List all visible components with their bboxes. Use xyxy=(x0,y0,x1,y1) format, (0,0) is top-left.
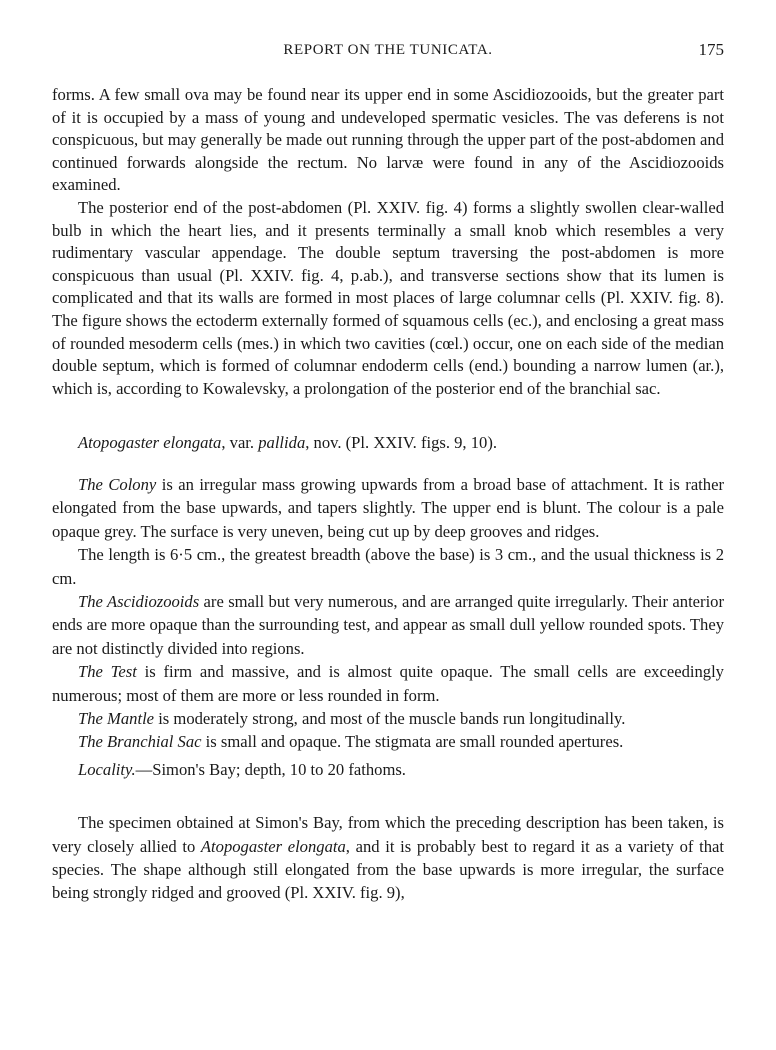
test-label: The Test xyxy=(78,662,137,682)
paragraph-mantle xyxy=(52,707,724,730)
mantle-label: The Mantle xyxy=(78,708,155,728)
variety-name: pallida xyxy=(258,433,306,453)
paragraph-reproductive-organs: forms. A few small ova may be found near its upper end in some Ascidiozooids, but the greater part of it is occupied by a mass of young and undeveloped spermatic vesicles. The vas deferens is not conspicuous, but may generally be made out running through the upper part of the post-abdomen and continued forwards alongside the rectum. No larvæ were found in any of the Ascidiozooids examined. xyxy=(52,85,724,195)
paragraph-dimensions: The length is 6·5 cm., the greatest breadth (above the base) is 3 cm., and the usual thickness is 2 cm. xyxy=(52,545,724,588)
document-page xyxy=(52,38,724,905)
paragraph-test xyxy=(52,660,724,707)
ascidiozooids-text: are small but very numerous, and are arranged quite irregularly. Their anterior ends are more opaque than the surrounding test, and appear as small dull yellow rounded spots. They are not distinctly divided into regions. xyxy=(52,591,725,658)
paragraph-branchial-sac xyxy=(52,730,724,753)
branchial-text: is small and opaque. The stigmata are small rounded apertures. xyxy=(201,732,624,752)
mantle-text: is moderately strong, and most of the muscle bands run longitudinally. xyxy=(154,708,626,728)
paragraph-ascidiozooids xyxy=(52,590,724,660)
species-name: Atopogaster elongata xyxy=(78,433,222,453)
branchial-label: The Branchial Sac xyxy=(78,732,202,752)
closing-part1: The specimen obtained at Simon's Bay, from which the preceding description has been taken, is very closely allied to xyxy=(52,813,724,856)
running-header xyxy=(52,38,724,64)
species-heading-rest: , nov. (Pl. XXIV. figs. 9, 10). xyxy=(305,433,498,453)
species-description xyxy=(52,473,724,781)
running-title: REPORT ON THE TUNICATA. xyxy=(283,42,493,58)
paragraph-colony xyxy=(52,473,724,543)
locality-text: —Simon's Bay; depth, 10 to 20 fathoms. xyxy=(135,759,406,779)
ascidiozooids-label: The Ascidiozooids xyxy=(78,591,200,611)
page-number: 175 xyxy=(698,40,724,59)
species-heading-mid: , var. xyxy=(221,433,259,453)
colony-text: is an irregular mass growing upwards from a broad base of attachment. It is rather elongated from the base upwards, and tapers slightly. The upper end is blunt. The colour is a pale opaque grey. The surface is very uneven, being cut up by deep grooves and ridges. xyxy=(52,474,724,541)
paragraph-post-abdomen: The posterior end of the post-abdomen (Pl. XXIV. fig. 4) forms a slightly swollen clear-walled bulb in which the heart lies, and it presents terminally a small knob which resembles a very rudimentary vascular appendage. The double septum traversing the post-abdomen is more conspicuous than usual (Pl. XXIV. fig. 4, p.ab.), and transverse sections show that its lumen is complicated and that its walls are formed in most places of large columnar cells (Pl. XXIV. fig. 8). The figure shows the ectoderm externally formed of squamous cells (ec.), and enclosing a great mass of rounded mesoderm cells (mes.) in which two cavities (cœl.) occur, one on each side of the median double septum, which is formed of columnar endoderm cells (end.) bounding a narrow lumen (ar.), which is, according to Kowalevsky, a prolongation of the posterior end of the branchial sac. xyxy=(52,197,724,398)
paragraph-closing xyxy=(52,811,724,905)
closing-species: Atopogaster elongata xyxy=(200,836,346,856)
colony-label: The Colony xyxy=(78,474,157,494)
closing-part2: , and it is probably best to regard it as a variety of that species. The shape although still elongated from the base upwards is more irregular, the surface being strongly ridged and grooved (Pl. XXIV. fig. 9), xyxy=(52,836,724,903)
locality-label: Locality. xyxy=(78,759,136,779)
species-heading xyxy=(52,432,724,455)
top-section xyxy=(52,84,724,400)
closing-section xyxy=(52,811,724,905)
test-text: is firm and massive, and is almost quite opaque. The small cells are exceedingly numerous; most of them are more or less rounded in form. xyxy=(52,662,724,705)
paragraph-locality xyxy=(52,758,724,781)
